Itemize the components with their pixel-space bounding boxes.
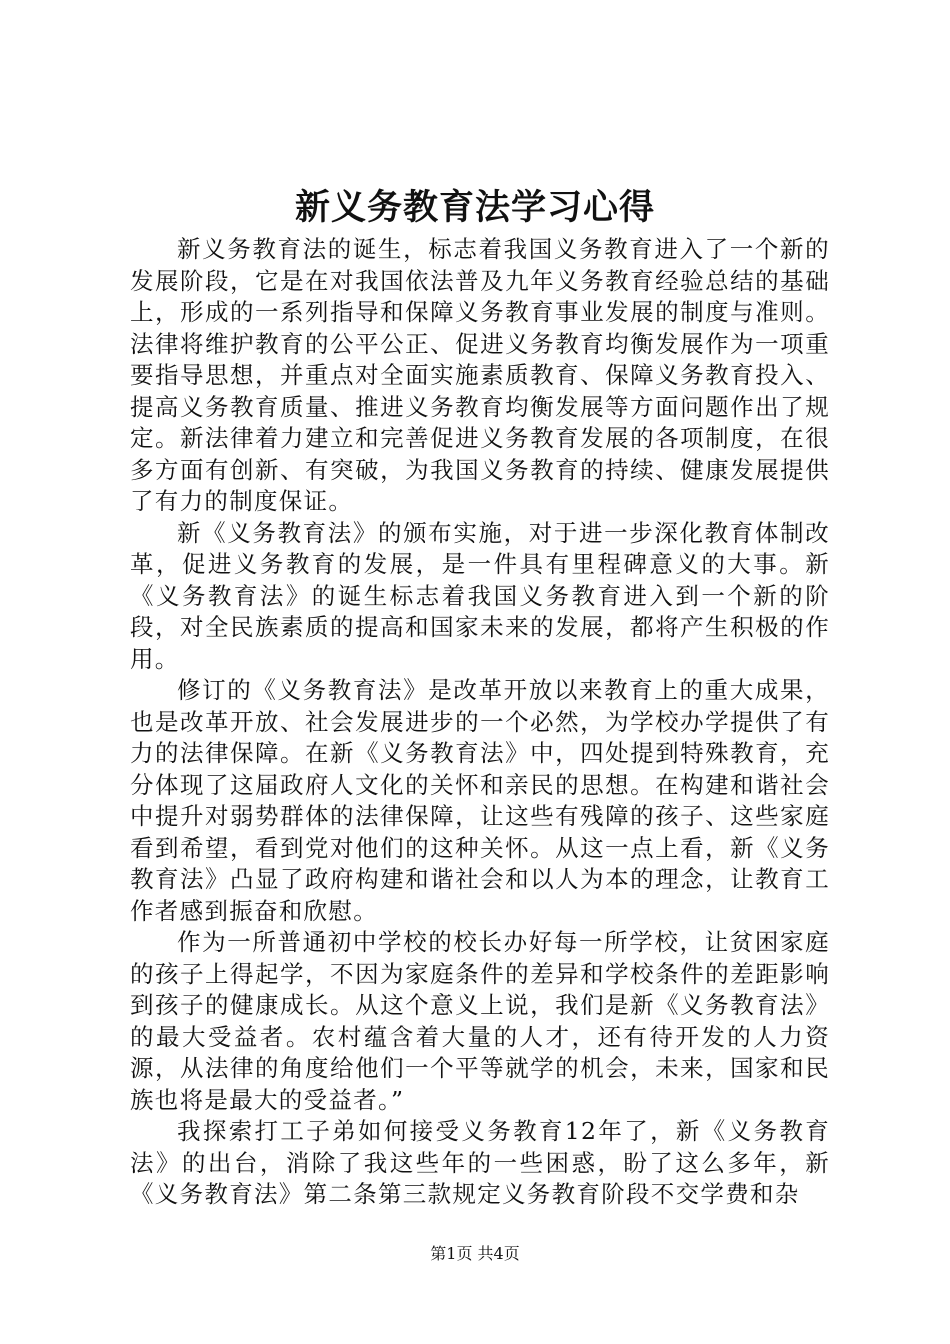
paragraph-5: 我探索打工子弟如何接受义务教育12年了，新《义务教育法》的出台，消除了我这些年的一些困惑，盼了这么多年，新《义务教育法》第二条第三款规定义务教育阶段不交学费和杂 bbox=[130, 1117, 830, 1208]
document-title: 新义务教育法学习心得 bbox=[294, 187, 655, 228]
paragraph-1: 新义务教育法的诞生，标志着我国义务教育进入了一个新的发展阶段，它是在对我国依法普及九年义务教育经验总结的基础上，形成的一系列指导和保障义务教育事业发展的制度与准则。法律将维护教育的公平公正、促进义务教育均衡发展作为一项重要指导思想，并重点对全面实施素质教育、保障义务教育投入、提高义务教育质量、推进义务教育均衡发展等方面问题作出了规定。新法律着力建立和完善促进义务教育发展的各项制度，在很多方面有创新、有突破，为我国义务教育的持续、健康发展提供了有力的制度保证。 bbox=[130, 235, 830, 515]
page-footer: 第1页 共4页 bbox=[430, 1244, 520, 1263]
document-body bbox=[130, 234, 830, 1211]
paragraph-4: 作为一所普通初中学校的校长办好每一所学校，让贫困家庭的孩子上得起学，不因为家庭条件的差异和学校条件的差距影响到孩子的健康成长。从这个意义上说，我们是新《义务教育法》的最大受益者。农村蕴含着大量的人才，还有待开发的人力资源，从法律的角度给他们一个平等就学的机会，未来，国家和民族也将是最大的受益者。” bbox=[130, 928, 830, 1114]
paragraph-3: 修订的《义务教育法》是改革开放以来教育上的重大成果，也是改革开放、社会发展进步的一个必然，为学校办学提供了有力的法律保障。在新《义务教育法》中，四处提到特殊教育，充分体现了这届政府人文化的关怀和亲民的思想。在构建和谐社会中提升对弱势群体的法律保障，让这些有残障的孩子、这些家庭看到希望，看到党对他们的这种关怀。从这一点上看，新《义务教育法》凸显了政府构建和谐社会和以人为本的理念，让教育工作者感到振奋和欣慰。 bbox=[130, 676, 830, 925]
paragraph-2: 新《义务教育法》的颁布实施，对于进一步深化教育体制改革，促进义务教育的发展，是一件具有里程碑意义的大事。新《义务教育法》的诞生标志着我国义务教育进入到一个新的阶段，对全民族素质的提高和国家未来的发展，都将产生积极的作用。 bbox=[130, 518, 830, 673]
